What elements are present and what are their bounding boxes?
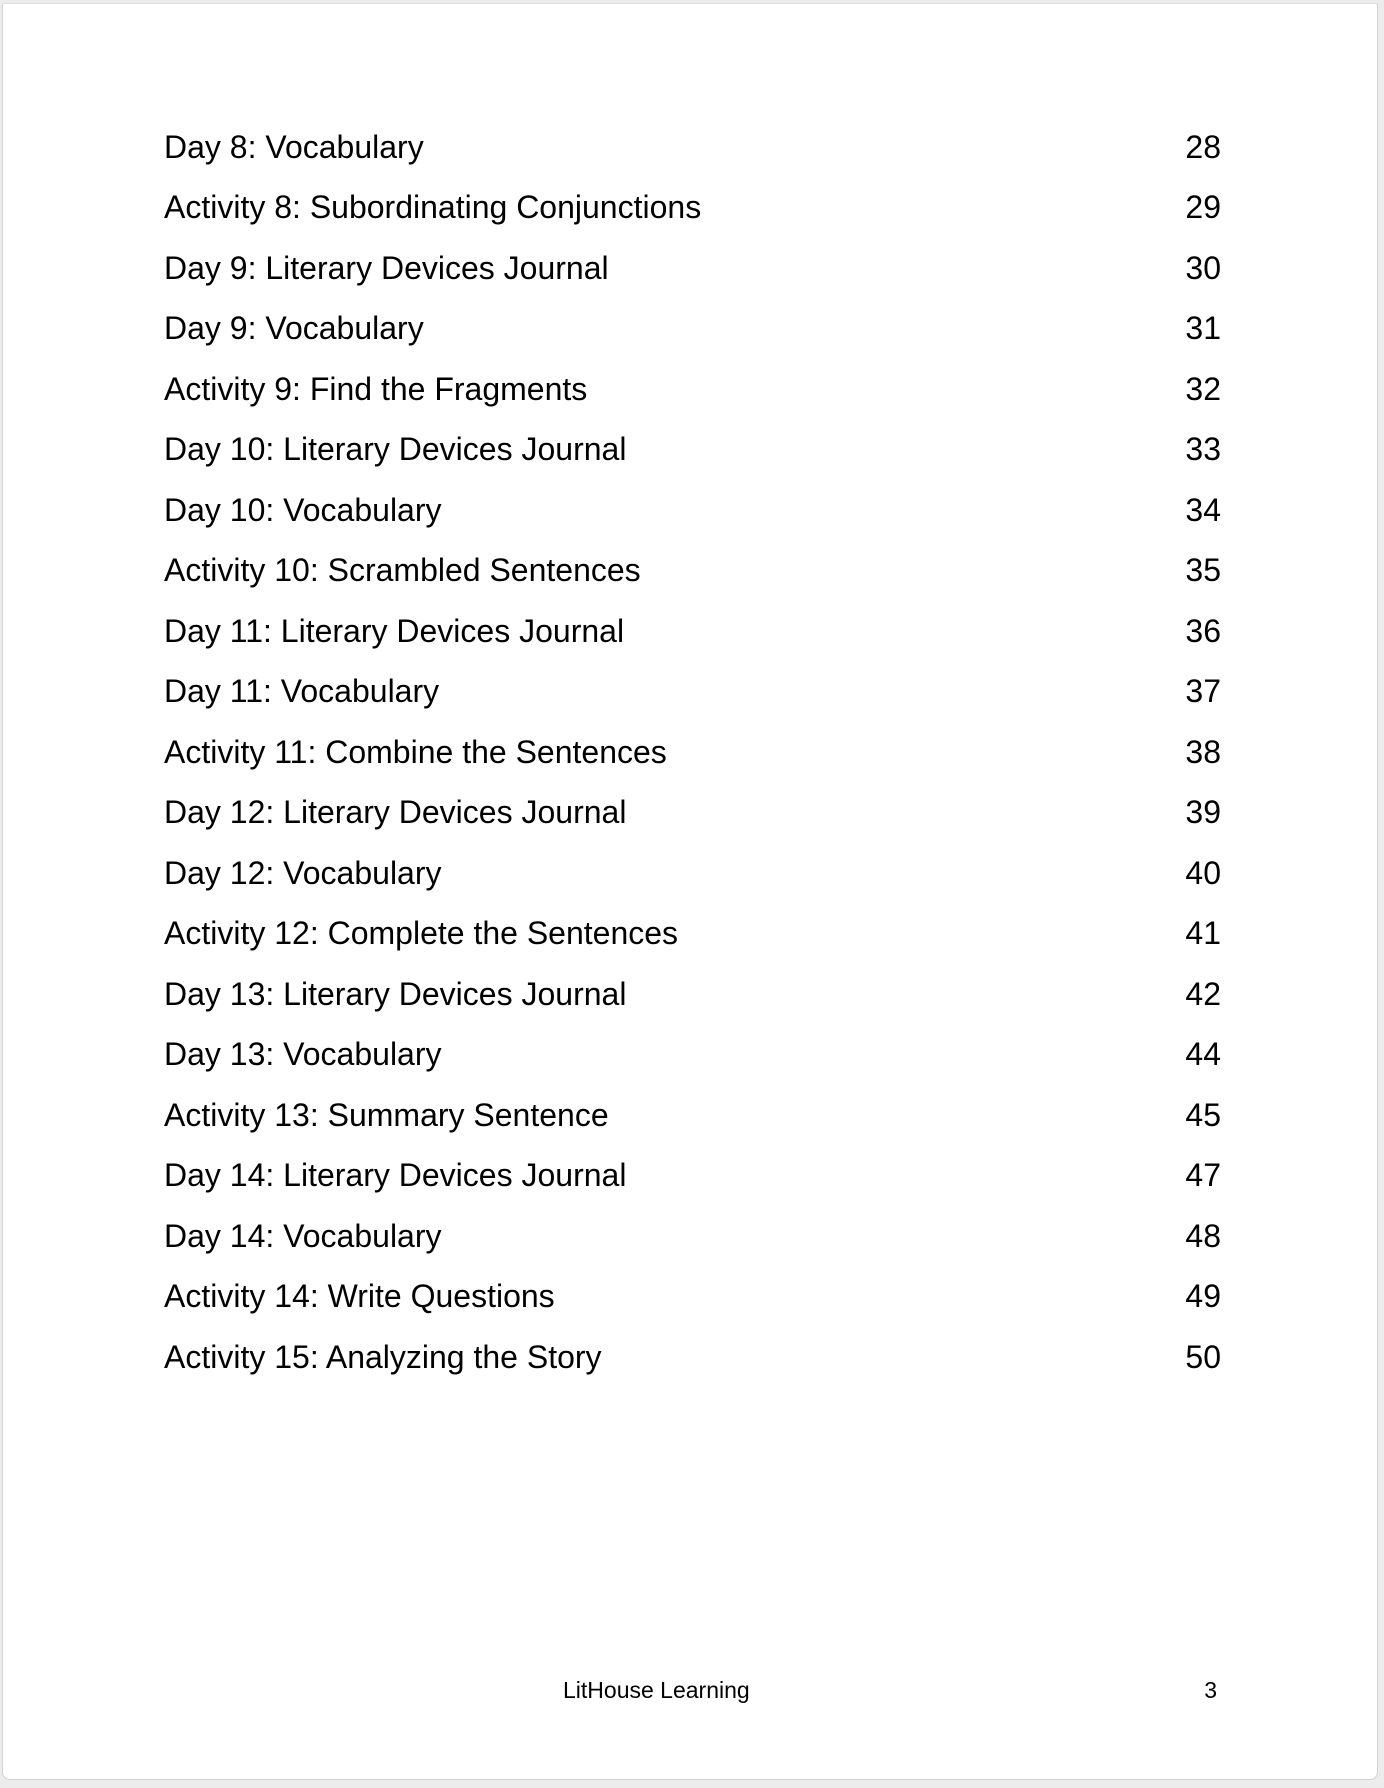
toc-entry-page: 35 xyxy=(1185,552,1221,589)
toc-entry xyxy=(164,1025,1221,1086)
toc-entry-label: Activity 13: Summary Sentence xyxy=(164,1096,609,1133)
toc-entry-page: 29 xyxy=(1185,189,1221,226)
toc-entry-label: Day 11: Vocabulary xyxy=(164,673,440,710)
toc-entry-page: 50 xyxy=(1185,1338,1221,1375)
toc-entry-page: 49 xyxy=(1185,1278,1221,1315)
toc-entry-label: Day 13: Literary Devices Journal xyxy=(164,975,627,1012)
toc-entry-label: Activity 12: Complete the Sentences xyxy=(164,915,679,952)
toc-entry-label: Day 9: Vocabulary xyxy=(164,310,424,347)
toc-entry-label: Day 11: Literary Devices Journal xyxy=(164,612,625,649)
toc-entry-page: 37 xyxy=(1185,673,1221,710)
toc-entry-page: 36 xyxy=(1185,612,1221,649)
toc-entry xyxy=(164,299,1221,360)
toc-entry xyxy=(164,1267,1221,1328)
footer-page-number: 3 xyxy=(1204,1677,1217,1703)
toc-entry-page: 30 xyxy=(1185,249,1221,286)
toc-entry-label: Day 12: Vocabulary xyxy=(164,854,442,891)
toc-entry xyxy=(164,601,1221,662)
toc-entry xyxy=(164,843,1221,904)
toc-entry-label: Activity 14: Write Questions xyxy=(164,1278,555,1315)
toc-entry xyxy=(164,722,1221,783)
toc-entry xyxy=(164,904,1221,965)
toc-entry-label: Day 9: Literary Devices Journal xyxy=(164,249,609,286)
toc-entry xyxy=(164,1206,1221,1267)
toc-entry xyxy=(164,964,1221,1025)
toc-entry-page: 32 xyxy=(1185,370,1221,407)
toc-entry xyxy=(164,1327,1221,1388)
document-page xyxy=(2,3,1378,1780)
toc-entry xyxy=(164,359,1221,420)
toc-entry-label: Activity 9: Find the Fragments xyxy=(164,370,588,407)
toc-entry-label: Activity 8: Subordinating Conjunctions xyxy=(164,189,702,226)
toc-entry-page: 33 xyxy=(1185,431,1221,468)
footer-brand-text: LitHouse Learning xyxy=(563,1677,750,1703)
toc-entry-label: Day 14: Vocabulary xyxy=(164,1217,442,1254)
table-of-contents xyxy=(164,117,1221,1388)
toc-entry-label: Day 13: Vocabulary xyxy=(164,1036,442,1073)
toc-entry-page: 48 xyxy=(1185,1217,1221,1254)
toc-entry-label: Activity 15: Analyzing the Story xyxy=(164,1338,602,1375)
toc-entry xyxy=(164,1085,1221,1146)
toc-entry-page: 45 xyxy=(1185,1096,1221,1133)
toc-entry xyxy=(164,1146,1221,1207)
toc-entry xyxy=(164,541,1221,602)
toc-entry-page: 38 xyxy=(1185,733,1221,770)
toc-entry xyxy=(164,178,1221,239)
toc-entry-label: Activity 11: Combine the Sentences xyxy=(164,733,667,770)
toc-entry-label: Day 12: Literary Devices Journal xyxy=(164,794,627,831)
toc-entry-label: Day 10: Vocabulary xyxy=(164,491,442,528)
toc-entry-label: Day 10: Literary Devices Journal xyxy=(164,431,627,468)
toc-entry xyxy=(164,480,1221,541)
toc-entry-page: 44 xyxy=(1185,1036,1221,1073)
toc-entry-label: Day 14: Literary Devices Journal xyxy=(164,1157,627,1194)
toc-entry-page: 42 xyxy=(1185,975,1221,1012)
toc-entry xyxy=(164,117,1221,178)
toc-entry xyxy=(164,238,1221,299)
toc-entry xyxy=(164,662,1221,723)
toc-entry-page: 31 xyxy=(1185,310,1221,347)
toc-entry xyxy=(164,783,1221,844)
toc-entry-page: 34 xyxy=(1185,491,1221,528)
toc-entry-page: 47 xyxy=(1185,1157,1221,1194)
toc-entry-page: 28 xyxy=(1185,128,1221,165)
toc-entry-page: 39 xyxy=(1185,794,1221,831)
toc-entry-label: Activity 10: Scrambled Sentences xyxy=(164,552,641,589)
toc-entry-page: 41 xyxy=(1185,915,1221,952)
toc-entry-page: 40 xyxy=(1185,854,1221,891)
toc-entry-label: Day 8: Vocabulary xyxy=(164,128,424,165)
toc-entry xyxy=(164,420,1221,481)
